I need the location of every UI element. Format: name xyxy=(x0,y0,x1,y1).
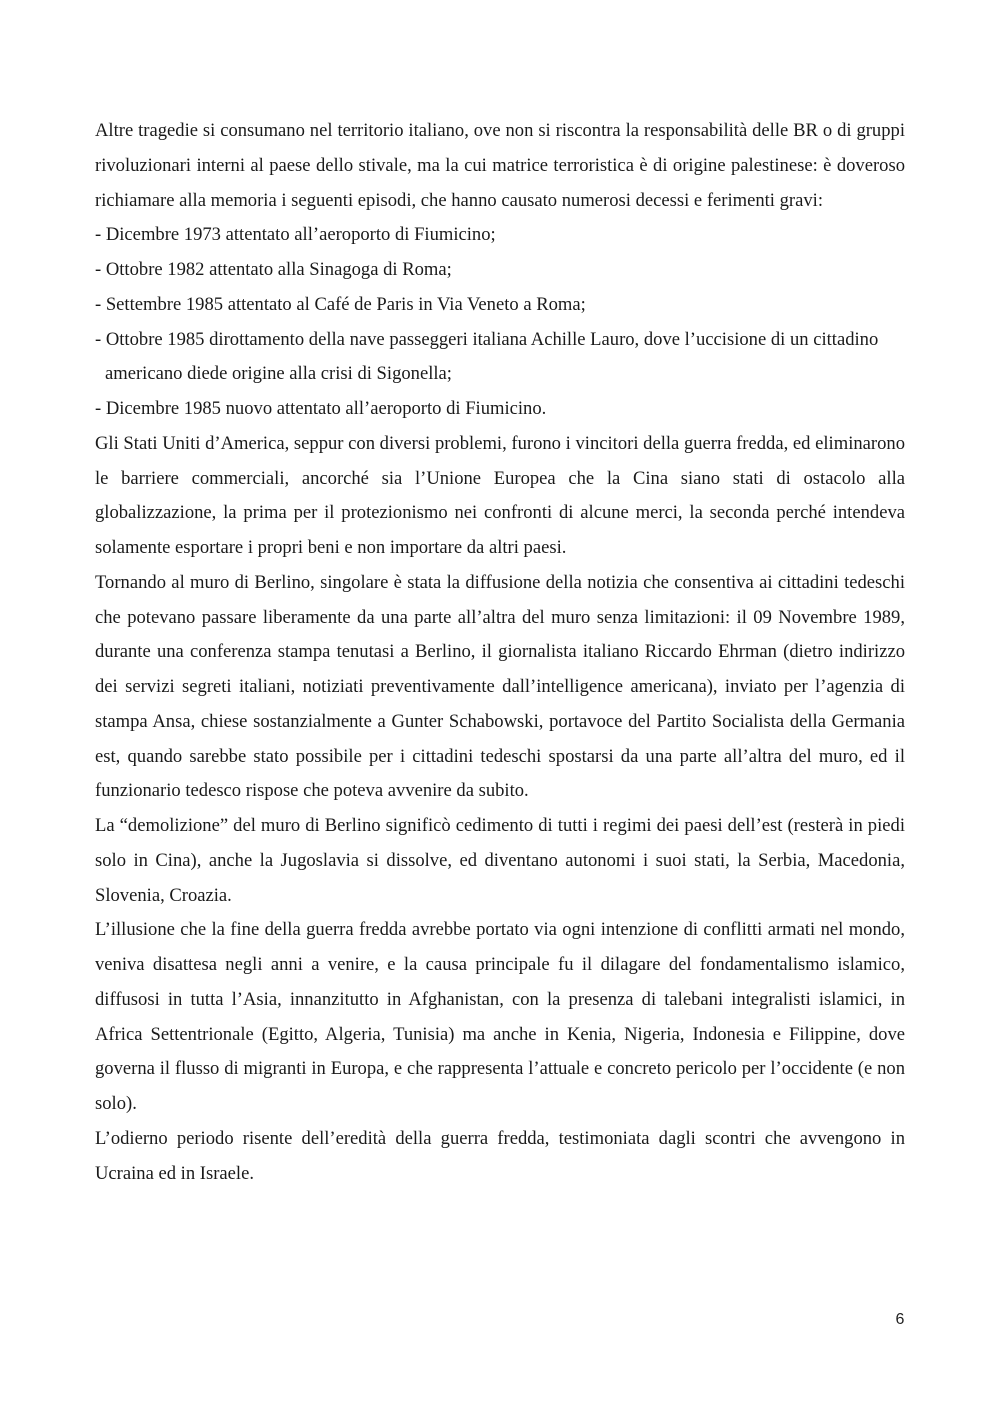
event-item-cafe-de-paris-1985: - Settembre 1985 attentato al Café de Paris in Via Veneto a Roma; xyxy=(95,293,586,315)
paragraph-berlin-wall: Tornando al muro di Berlino, singolare è stata la diffusione della notizia che consentiva ai cittadini tedeschi che potevano passare liberamente da una parte all’altra del muro senza limitazioni: il 09 Novembre 1989, durante una conferenza stampa tenutasi a Berlino, il giornalista italiano Riccardo Ehrman (dietro indirizzo dei servizi segreti italiani, notiziati preventivamente dall’intelligence americana), inviato per l’agenzia di stampa Ansa, chiese sostanzialmente a Gunter Schabowski, portavoce del Partito Socialista della Germania est, quando sarebbe stato possibile per i cittadini tedeschi spostarsi da una parte all’altra del muro, ed il funzionario tedesco rispose che poteva avvenire da subito. xyxy=(95,571,905,802)
event-item-fiumicino-1985: - Dicembre 1985 nuovo attentato all’aeroporto di Fiumicino. xyxy=(95,398,547,419)
paragraph-fundamentalism: L’illusione che la fine della guerra fredda avrebbe portato via ogni intenzione di conflitti armati nel mondo, veniva disattesa negli anni a venire, e la causa principale fu il dilagare del fondamentalismo islamico, diffusosi in tutta l’Asia, innanzitutto in Afghanistan, con la presenza di talebani integralisti islamici, in Africa Settentrionale (Egitto, Algeria, Tunisia) ma anche in Kenia, Nigeria, Indonesia e Filippine, dove governa il flusso di migranti in Europa, e che rappresenta l’attuale e concreto pericolo per l’occidente (e non solo). xyxy=(95,919,905,1114)
body-text xyxy=(95,114,905,1191)
event-item-fiumicino-1973: - Dicembre 1973 attentato all’aeroporto di Fiumicino; xyxy=(95,224,496,246)
event-item-achille-lauro-1985: - Ottobre 1985 dirottamento della nave passeggeri italiana Achille Lauro, dove l’uccisione di un cittadino americano diede origine alla crisi di Sigonella; xyxy=(95,328,879,385)
paragraph-usa: Gli Stati Uniti d’America, seppur con diversi problemi, furono i vincitori della guerra fredda, ed eliminarono le barriere commerciali, ancorché sia l’Unione Europea che la Cina siano stati di ostacolo alla globalizzazione, la prima per il protezionismo nei confronti di alcune merci, la seconda perché intendeva solamente esportare i propri beni e non importare da altri paesi. xyxy=(95,432,905,558)
paragraph-demolition: La “demolizione” del muro di Berlino significò cedimento di tutti i regimi dei paesi dell’est (resterà in piedi solo in Cina), anche la Jugoslavia si dissolve, ed diventano autonomi i suoi stati, la Serbia, Macedonia, Slovenia, Croazia. xyxy=(95,815,905,906)
events-list xyxy=(95,218,905,427)
page-number: 6 xyxy=(895,1311,905,1328)
paragraph-today: L’odierno periodo risente dell’eredità della guerra fredda, testimoniata dagli scontri che avvengono in Ucraina ed in Israele. xyxy=(95,1127,905,1184)
paragraph-intro: Altre tragedie si consumano nel territorio italiano, ove non si riscontra la responsabilità delle BR o di gruppi rivoluzionari interni al paese dello stivale, ma la cui matrice terroristica è di origine palestinese: è doveroso richiamare alla memoria i seguenti episodi, che hanno causato numerosi decessi e ferimenti gravi: xyxy=(95,120,905,211)
event-item-sinagoga-1982: - Ottobre 1982 attentato alla Sinagoga di Roma; xyxy=(95,259,452,280)
